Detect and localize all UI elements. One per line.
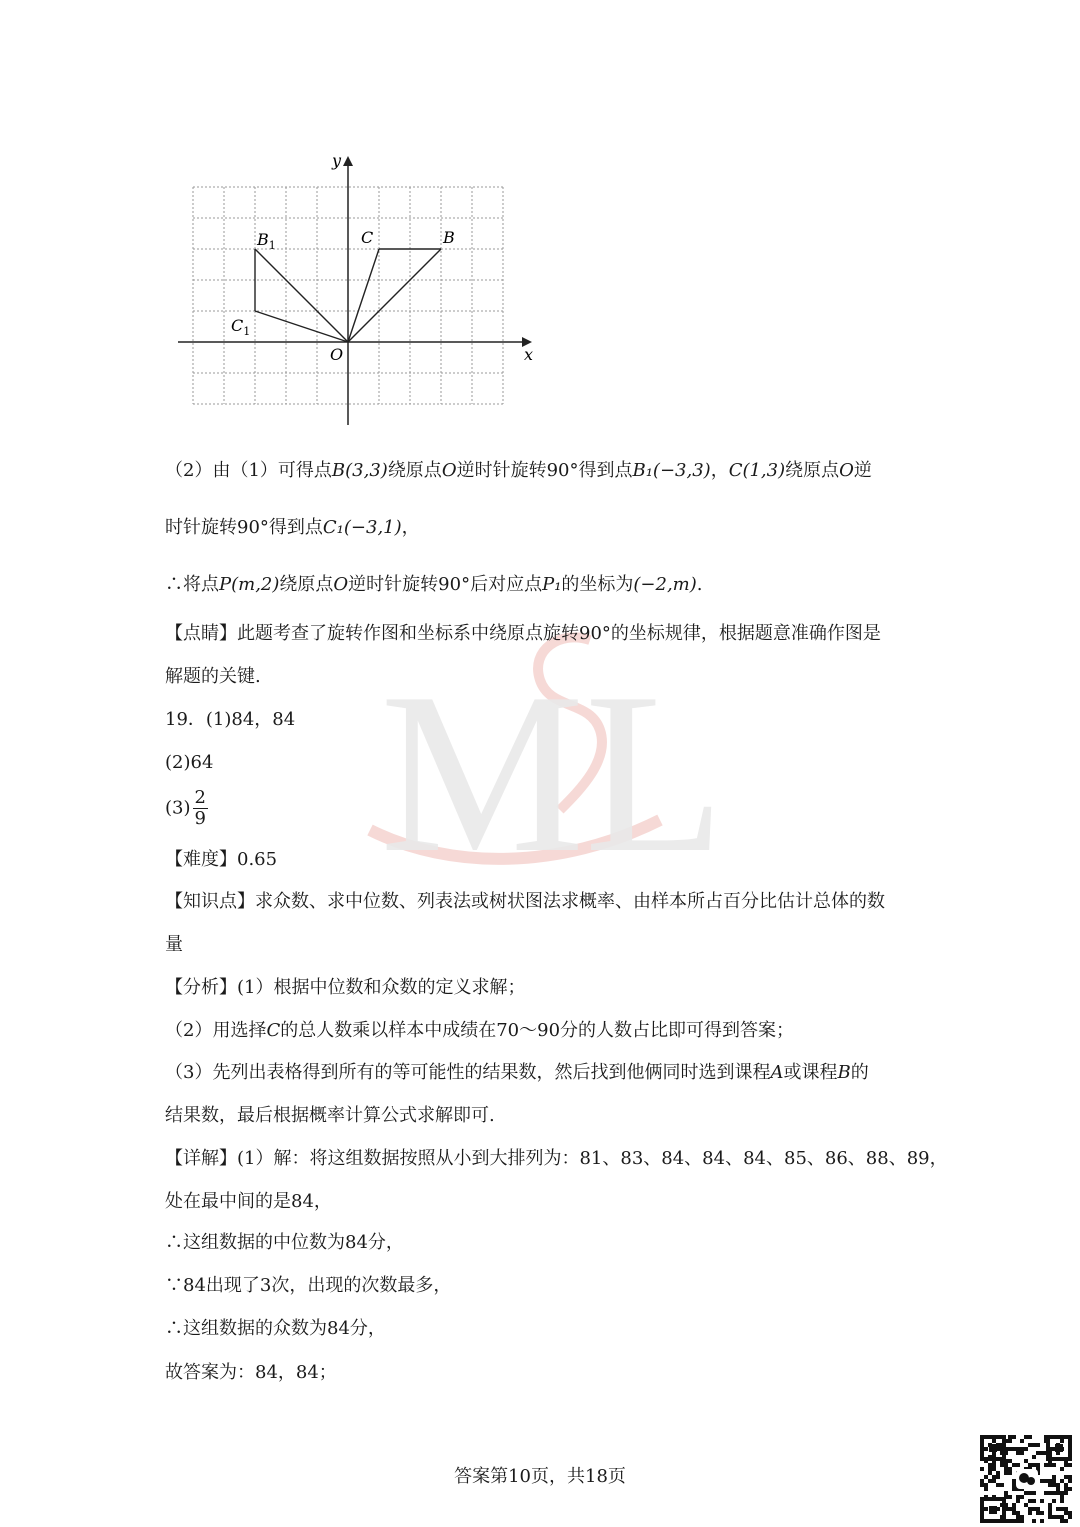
q19-answer2: (2)64 — [165, 752, 214, 773]
math-A: A — [770, 1062, 784, 1083]
analysis-line3 — [165, 1060, 869, 1086]
para3-line — [165, 572, 703, 598]
text: 逆时针旋转90°后对应点 — [348, 574, 543, 595]
math-C: C(1,3) — [728, 460, 786, 481]
para2-line1 — [165, 458, 872, 484]
math-C1: C₁(−3,1) — [322, 517, 402, 538]
figure-segment — [348, 249, 441, 342]
coordinate-figure — [170, 150, 550, 430]
text: 绕原点 — [387, 460, 442, 481]
text: 逆 — [853, 460, 872, 481]
point-label: B — [443, 228, 455, 247]
difficulty: 【难度】0.65 — [165, 849, 278, 870]
numerator: 2 — [194, 787, 206, 808]
knowledge-line1: 【知识点】求众数、求中位数、列表法或树状图法求概率、由样本所占百分比估计总体的数 — [165, 891, 885, 912]
dianjing-line2: 解题的关键. — [165, 666, 261, 687]
detail-line1: 【详解】(1）解：将这组数据按照从小到大排列为：81、83、84、84、84、85、86、88、89， — [165, 1148, 948, 1169]
detail-line2: 处在最中间的是84， — [165, 1191, 332, 1212]
origin-label: O — [330, 345, 344, 364]
detail-line6: 故答案为：84，84； — [165, 1362, 337, 1383]
math-O: O — [333, 574, 349, 595]
math-P: P(m,2) — [219, 574, 280, 595]
figure-shapes — [231, 228, 455, 342]
figure-segment — [255, 249, 348, 342]
text: ， — [710, 460, 729, 481]
knowledge-line2: 量 — [165, 934, 183, 955]
point-label: C — [361, 228, 374, 247]
denominator: 9 — [194, 808, 206, 829]
text: （3）先列出表格得到所有的等可能性的结果数，然后找到他俩同时选到课程 — [165, 1062, 771, 1083]
analysis-line2 — [165, 1018, 794, 1044]
analysis-line1: 【分析】(1）根据中位数和众数的定义求解； — [165, 977, 526, 998]
math-P1: P₁ — [542, 574, 562, 595]
x-axis-label: x — [524, 345, 534, 364]
math-O: O — [441, 460, 457, 481]
qr-code — [980, 1435, 1072, 1523]
text: （2）由（1）可得点 — [165, 460, 332, 481]
figure-segment — [348, 249, 379, 342]
y-axis-arrow — [343, 156, 353, 166]
detail-line4: ∵84出现了3次，出现的次数最多， — [165, 1275, 452, 1296]
point-label: $C_1$ — [231, 316, 251, 338]
text: （2）用选择 — [165, 1020, 267, 1041]
math-result: (−2,m) — [633, 574, 697, 595]
text: (3) — [165, 797, 191, 819]
y-axis-label: y — [332, 151, 342, 170]
text: 逆时针旋转90°得到点 — [456, 460, 633, 481]
text: ∴将点 — [165, 574, 219, 595]
text: 绕原点 — [785, 460, 840, 481]
text: 的坐标为 — [561, 574, 634, 595]
dianjing-line1: 【点睛】此题考查了旋转作图和坐标系中绕原点旋转90°的坐标规律，根据题意准确作图是 — [165, 623, 881, 644]
math-B1: B₁(−3,3) — [632, 460, 711, 481]
detail-line5: ∴这组数据的众数为84分， — [165, 1318, 386, 1339]
text: . — [696, 574, 703, 595]
q19-answer1: 19．(1)84，84 — [165, 709, 296, 730]
figure-segment — [255, 311, 348, 342]
point-label: $B_1$ — [257, 230, 276, 252]
analysis-line4: 结果数，最后根据概率计算公式求解即可. — [165, 1105, 495, 1126]
math-B: B — [837, 1062, 851, 1083]
detail-line3: ∴这组数据的中位数为84分， — [165, 1232, 404, 1253]
text: 时针旋转90°得到点 — [165, 517, 323, 538]
text: 绕原点 — [279, 574, 334, 595]
text: 的总人数乘以样本中成绩在70～90分的人数占比即可得到答案； — [280, 1020, 795, 1041]
text: 的 — [850, 1062, 869, 1083]
watermark-text: ML — [380, 645, 725, 900]
math-O: O — [839, 460, 854, 481]
para2-line2 — [165, 515, 420, 541]
page-footer: 答案第10页，共18页 — [454, 1466, 626, 1487]
math-B: B(3,3) — [331, 460, 388, 481]
q19-answer3 — [165, 788, 208, 829]
text: ， — [401, 517, 420, 538]
fraction — [193, 788, 208, 829]
math-C: C — [266, 1020, 281, 1041]
text: 或课程 — [783, 1062, 838, 1083]
